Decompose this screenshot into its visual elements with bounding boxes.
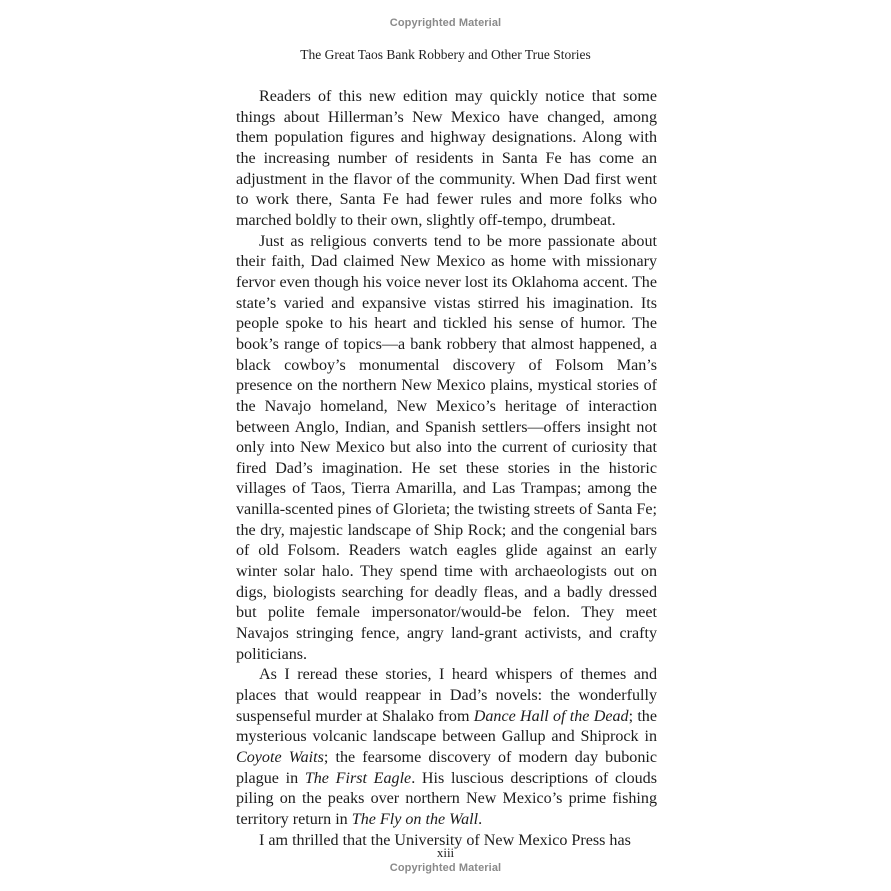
text-segment: . <box>478 810 483 828</box>
running-head: The Great Taos Bank Robbery and Other True Stories <box>300 47 591 62</box>
text-segment: ; the fearsome discovery of modern day bubonic plague in <box>236 749 658 787</box>
text-segment: . His luscious descriptions of clouds piling on the peaks over northern New Mexico’s prime fishing territory return in <box>236 769 657 828</box>
text-segment: Readers of this new edition may quickly notice that some things about Hillerman’s New Mexico have changed, among them population figures and highway designations. Along with the increasing number of residents in Santa Fe has come an adjustment in the flavor of the community. When Dad first went to work there, Santa Fe had fewer rules and more folks who marched boldly to their own, slightly off-tempo, drumbeat. <box>236 88 657 229</box>
copyright-notice-top: Copyrighted Material <box>389 17 502 29</box>
text-segment: I am thrilled that the University of New Mexico Press has <box>259 831 631 849</box>
text-segment: Just as religious converts tend to be more passionate about their faith, Dad claimed New Mexico as home with missionary fervor even though his voice never lost its Oklahoma accent. The state’s varied and expansive vistas stirred his imagination. Its people spoke to his heart and tickled his sense of humor. The book’s range of topics—a bank robbery that almost happened, a black cowboy’s monumental discovery of Folsom Man’s presence on the northern New Mexico plains, mystical stories of the Navajo homeland, New Mexico’s heritage of interaction between Anglo, Indian, and Spanish settlers—offers insight not only into New Mexico but also into the current of curiosity that fired Dad’s imagination. He set these stories in the historic villages of Taos, Tierra Amarilla, and Las Trampas; among the vanilla-scented pines of Glorieta; the twisting streets of Santa Fe; the dry, majestic landscape of Ship Rock; and the congenial bars of old Folsom. Readers watch eagles glide against an early winter solar halo. They spend time with archaeologists out on digs, biologists searching for deadly fleas, and a badly dressed but polite female impersonator/would-be felon. They meet Navajos stringing fence, angry land-grant activists, and crafty politicians. <box>236 232 657 663</box>
paragraph-2 <box>236 232 657 666</box>
body-text <box>236 87 657 851</box>
paragraph-1 <box>236 87 657 232</box>
text-segment: ; the mysterious volcanic landscape between Gallup and Shiprock in <box>236 707 657 746</box>
book-title: Coyote Waits <box>236 749 324 766</box>
copyright-notice-bottom: Copyrighted Material <box>389 862 502 874</box>
paragraph-3 <box>236 665 657 830</box>
book-title: The Fly on the Wall <box>351 810 479 828</box>
page-number: xiii <box>436 845 455 860</box>
book-title: The First Eagle <box>304 769 412 787</box>
text-segment: As I reread these stories, I heard whispers of themes and places that would reappear in Dad’s novels: the wonderfully suspenseful murder at Shalako from <box>236 666 657 725</box>
book-title: Dance Hall of the Dead <box>473 707 629 725</box>
